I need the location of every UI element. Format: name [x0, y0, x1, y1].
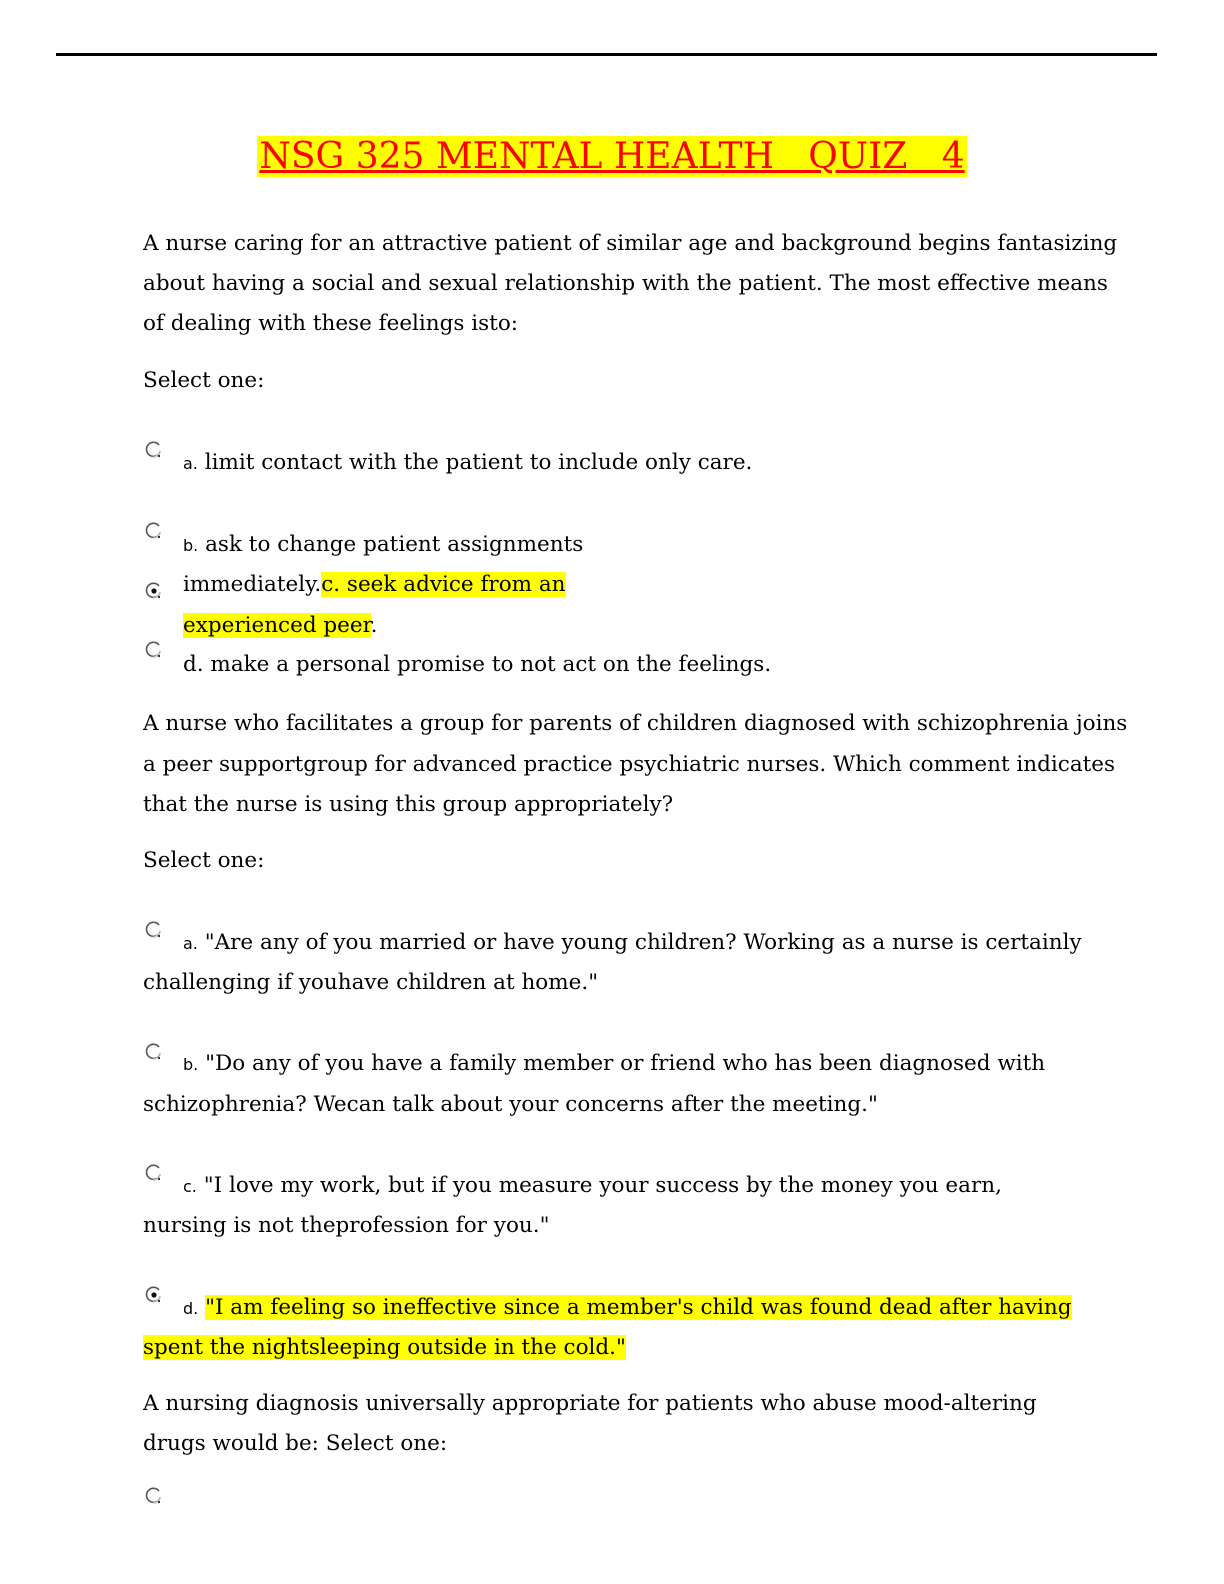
- q2-option-a-line-2: challenging if youhave children at home.": [143, 970, 599, 995]
- question-1-line-1: A nurse caring for an attractive patient of similar age and background begins fantasizing: [143, 231, 1118, 256]
- q2-option-a-text: "Are any of you married or have young children? Working as a nurse is certainly: [204, 930, 1082, 955]
- q2-option-d-text-2: spent the nightsleeping outside in the cold.": [143, 1335, 626, 1360]
- q1-option-b-letter: b.: [183, 536, 199, 555]
- question-2-line-1: A nurse who facilitates a group for parents of children diagnosed with schizophrenia joins: [143, 711, 1128, 736]
- q1-option-c-text-2: experienced peer: [183, 613, 371, 638]
- radio-empty-icon[interactable]: [145, 921, 163, 939]
- question-2-line-3: that the nurse is using this group appropriately?: [143, 792, 674, 817]
- q2-option-d-letter: d.: [183, 1299, 199, 1318]
- radio-selected-icon[interactable]: [145, 1286, 163, 1304]
- q2-option-d-text: "I am feeling so ineffective since a member's child was found dead after having: [205, 1295, 1072, 1320]
- radio-selected-icon[interactable]: [145, 582, 163, 600]
- select-one-label: Select one:: [143, 848, 265, 873]
- q1-option-a[interactable]: [183, 443, 752, 485]
- page-title-container: [0, 136, 1224, 177]
- q2-option-a-letter: a.: [183, 934, 198, 953]
- radio-empty-icon[interactable]: [145, 1043, 163, 1061]
- q1-option-b-continued: immediately.: [183, 572, 322, 597]
- q2-option-c-line-2: nursing is not theprofession for you.": [143, 1213, 550, 1238]
- q1-option-c-period: .: [370, 613, 378, 638]
- q1-option-c-text: c. seek advice from an: [321, 572, 566, 597]
- q1-option-c-line-2[interactable]: [183, 606, 377, 647]
- q2-option-b-line-1[interactable]: [183, 1044, 1045, 1086]
- radio-empty-icon[interactable]: [145, 1164, 163, 1182]
- q2-option-c-text: "I love my work, but if you measure your success by the money you earn,: [203, 1173, 1002, 1198]
- q1-option-a-letter: a.: [183, 454, 198, 473]
- radio-empty-icon[interactable]: [145, 441, 163, 459]
- q1-option-b[interactable]: [183, 525, 583, 567]
- page-title: NSG 325 MENTAL HEALTH QUIZ 4: [259, 136, 965, 177]
- question-1-line-2: about having a social and sexual relationship with the patient. The most effective means: [143, 271, 1108, 296]
- q1-option-c-line-1[interactable]: [183, 565, 566, 606]
- select-one-label: Select one:: [143, 368, 265, 393]
- q2-option-c-letter: c.: [183, 1177, 197, 1196]
- q1-option-d[interactable]: d. make a personal promise to not act on the feelings.: [183, 652, 772, 677]
- radio-empty-icon[interactable]: [145, 1487, 163, 1505]
- radio-empty-icon[interactable]: [145, 641, 163, 659]
- radio-empty-icon[interactable]: [145, 522, 163, 540]
- q2-option-d-line-1[interactable]: [183, 1288, 1072, 1330]
- q2-option-d-line-2: [143, 1328, 626, 1369]
- q2-option-a-line-1[interactable]: [183, 923, 1082, 965]
- q1-option-a-text: limit contact with the patient to include only care.: [204, 450, 753, 475]
- q2-option-b-letter: b.: [183, 1055, 199, 1074]
- question-3-line-2: drugs would be: Select one:: [143, 1431, 448, 1456]
- question-1-line-3: of dealing with these feelings isto:: [143, 311, 519, 336]
- q2-option-b-line-2: schizophrenia? Wecan talk about your concerns after the meeting.": [143, 1092, 878, 1117]
- question-3-line-1: A nursing diagnosis universally appropriate for patients who abuse mood-altering: [143, 1391, 1037, 1416]
- q2-option-c-line-1[interactable]: [183, 1166, 1002, 1208]
- q1-option-b-text: ask to change patient assignments: [205, 532, 584, 557]
- top-rule: [56, 53, 1157, 56]
- q2-option-b-text: "Do any of you have a family member or friend who has been diagnosed with: [205, 1051, 1046, 1076]
- question-2-line-2: a peer supportgroup for advanced practice psychiatric nurses. Which comment indicates: [143, 752, 1116, 777]
